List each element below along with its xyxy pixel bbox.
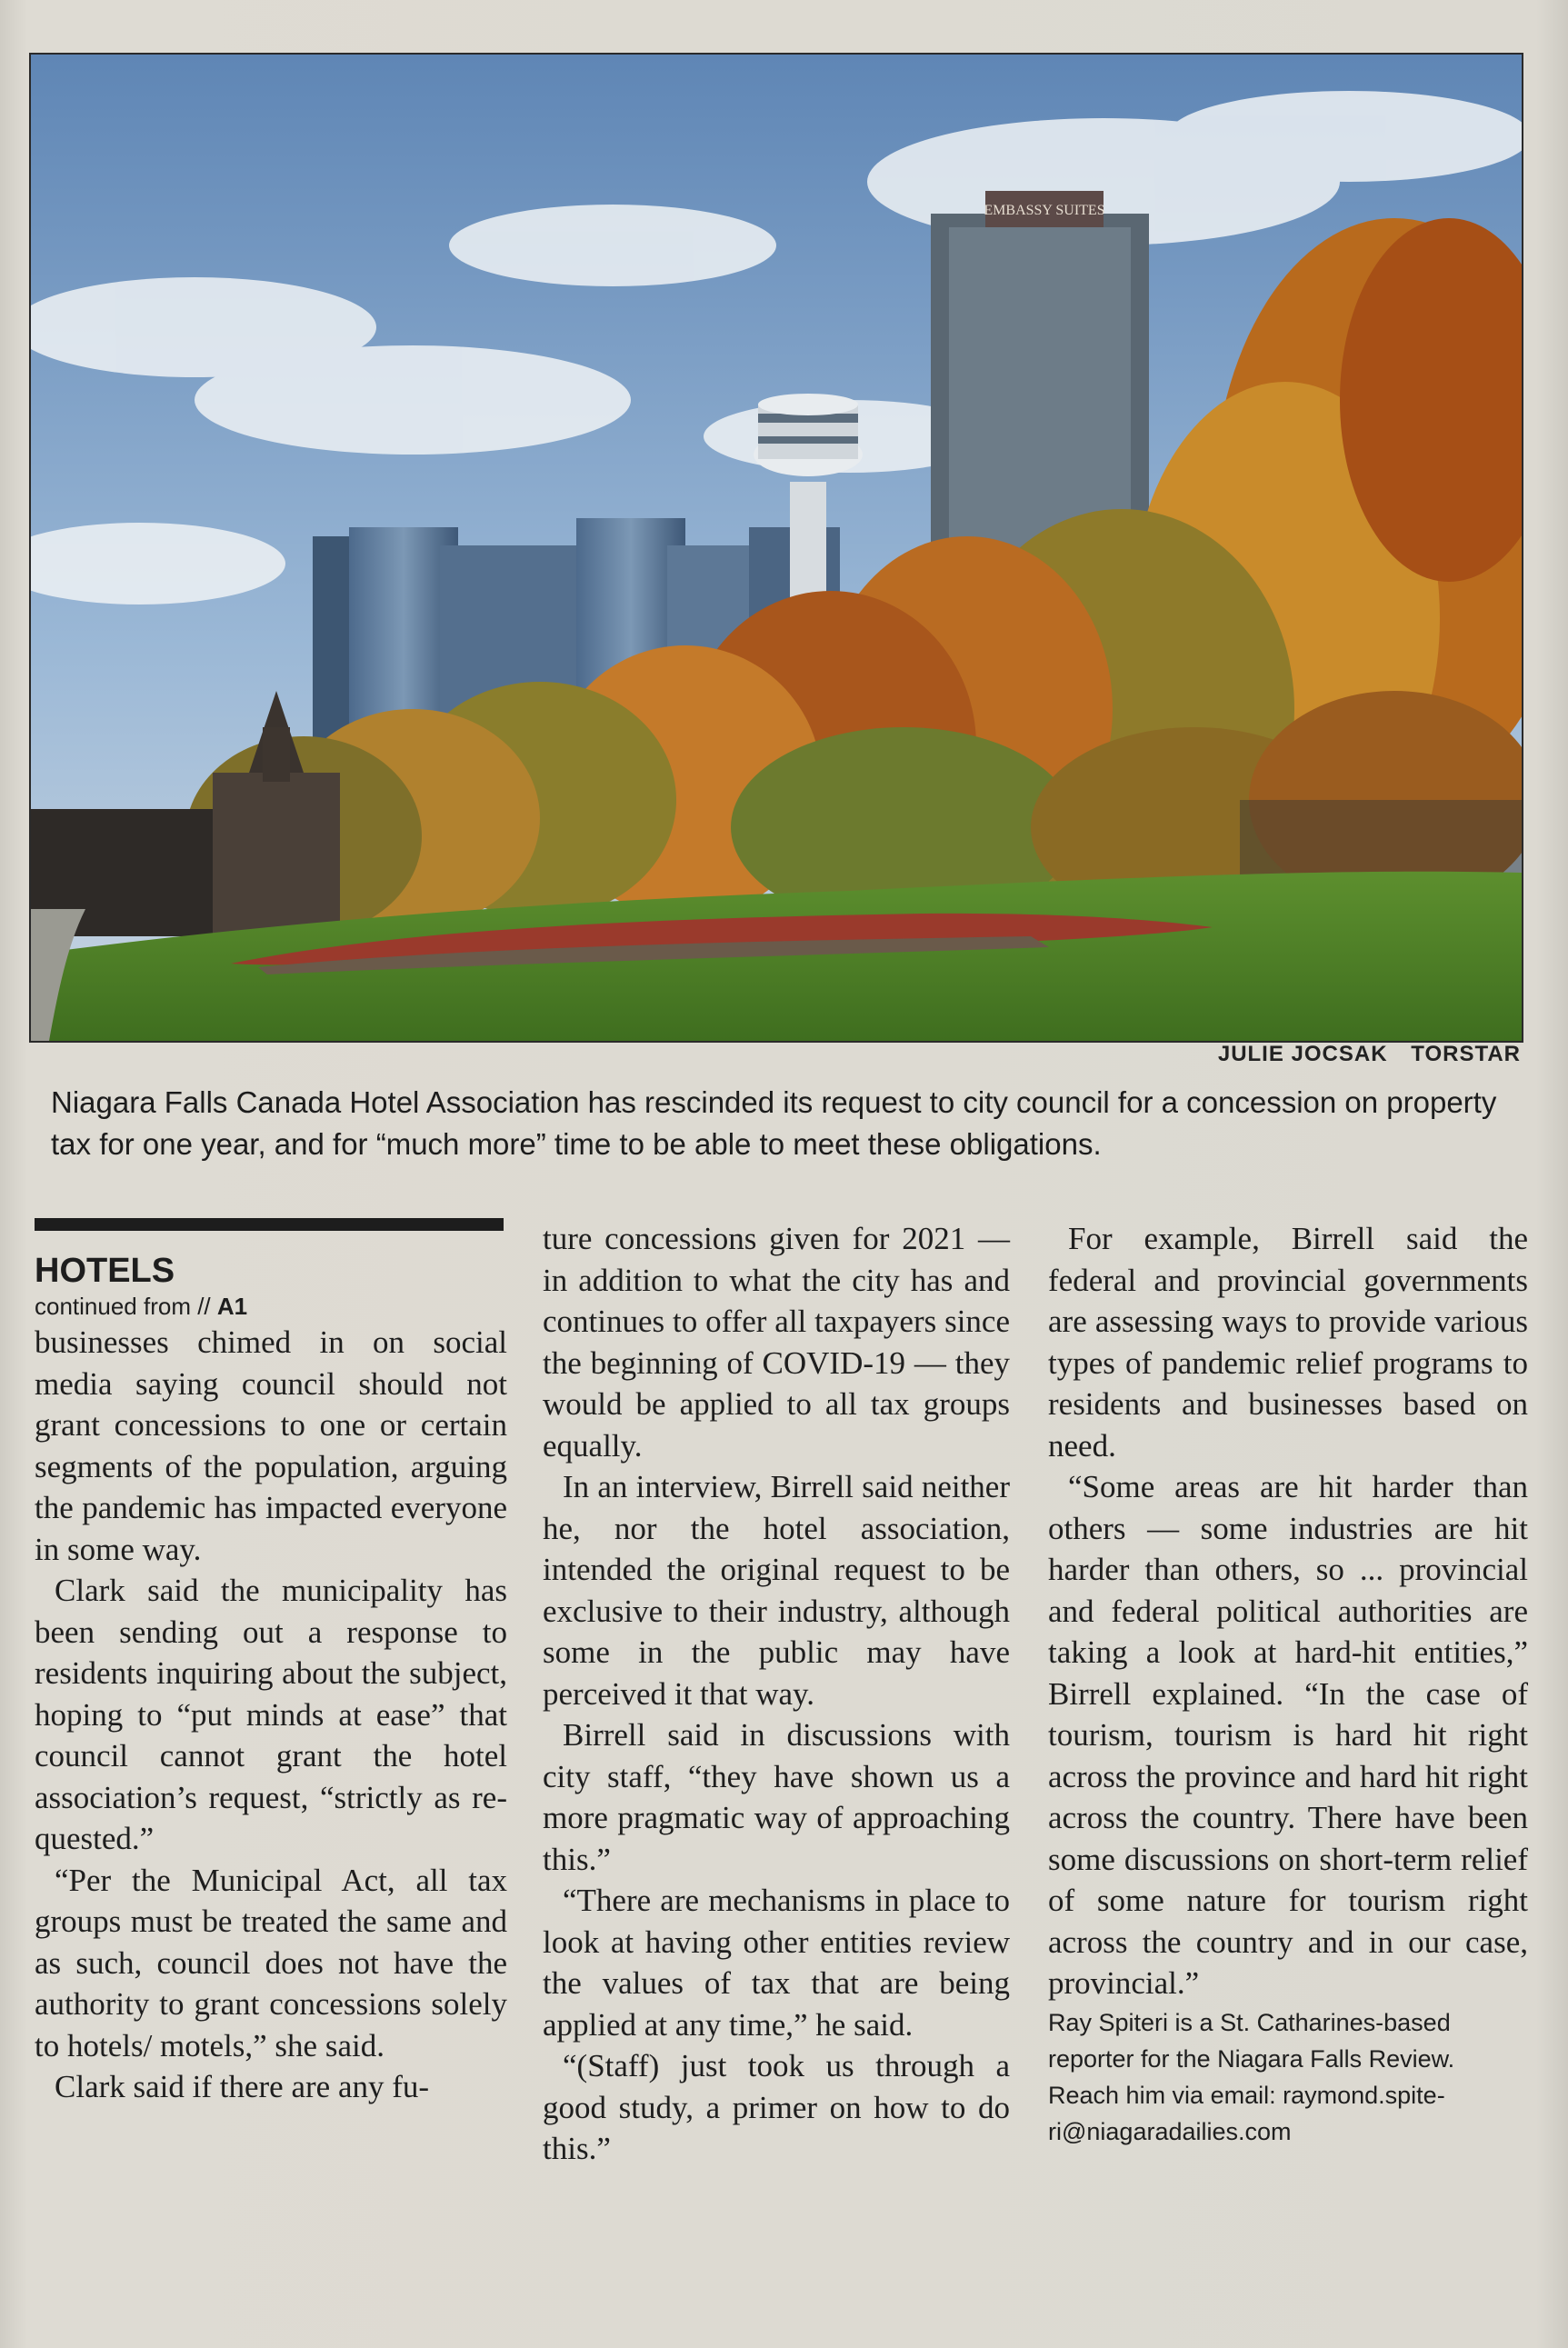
photo-credit-name: JULIE JOCSAK xyxy=(1217,1042,1388,1066)
paragraph: businesses chimed in on social media saying council should not grant concessions to one or certain segments of the population, arguing the pandemic has impacted everyone in some way. xyxy=(35,1324,507,1567)
paragraph: Clark said the municipality has been sending out a response to residents inquiring about the subject, hoping to “put minds at ease” that council cannot grant the hotel association’s request, “strictly as requested.” xyxy=(35,1573,507,1856)
paragraph: “Per the Municipal Act, all tax groups must be treated the same and as such, council does not have the authority to grant concessions solely to hotels/ motels,” she said. xyxy=(35,1862,507,2063)
paragraph: “Some areas are hit harder than others — some industries are hit harder than others, so ... provincial and federal political authorities are taking a look at hard-hit entities,” Birrell explained. “In the case of tourism, tourism is hard hit right across the province and hard hit right across the country. There have been some discussions on short-term relief of some nature for tourism right across the country and in our case, provincial.” xyxy=(1048,1469,1528,2001)
photo-credit-org: TORSTAR xyxy=(1411,1042,1521,1066)
continued-prefix: continued from // xyxy=(35,1293,211,1320)
paragraph: Clark said if there are any fu- xyxy=(55,2069,430,2104)
paragraph: ture concessions given for 2021 — in addition to what the city has and continues to offer all taxpayers since the beginning of COVID-19 — they would be applied to all tax groups equally. xyxy=(543,1221,1010,1464)
article-column-3 xyxy=(1048,1218,1528,2150)
article-column-1 xyxy=(35,1218,507,2108)
section-rule xyxy=(35,1218,504,1231)
photo-credit xyxy=(1218,1042,1521,1067)
paragraph: In an interview, Birrell said neither he, nor the hotel association, intended the original request to be exclusive to their industry, although some in the public may have perceived it that way. xyxy=(543,1469,1010,1712)
paragraph: For example, Birrell said the federal and provincial governments are assessing ways to provide various types of pandemic relief programs to residents and businesses based on need. xyxy=(1048,1221,1528,1464)
photo-illustration xyxy=(31,55,1522,1041)
paragraph: “(Staff) just took us through a good study, a primer on how to do this.” xyxy=(543,2048,1010,2166)
photo-caption: Niagara Falls Canada Hotel Association has rescinded its request to city council for a concession on property tax for one year, and for “much more” time to be able to meet these obligations. xyxy=(51,1085,1497,1161)
embassy-suites-sign: EMBASSY SUITES xyxy=(984,203,1105,218)
article-column-2 xyxy=(543,1218,1010,2170)
author-tagline: Ray Spiteri is a St. Catharines-based reporter for the Niagara Falls Review. Reach him via email: raymond.spiteri@niagaradailies.com xyxy=(1048,2008,1455,2145)
continued-from xyxy=(35,1291,507,1322)
news-photo xyxy=(29,53,1523,1043)
paragraph: “There are mechanisms in place to look at having other entities review the values of tax that are being applied at any time,” he said. xyxy=(543,1883,1010,2043)
section-heading: HOTELS xyxy=(35,1252,175,1290)
paragraph: Birrell said in discussions with city staff, “they have shown us a more pragmatic way of approaching this.” xyxy=(543,1717,1010,1877)
continued-page: A1 xyxy=(216,1293,248,1320)
